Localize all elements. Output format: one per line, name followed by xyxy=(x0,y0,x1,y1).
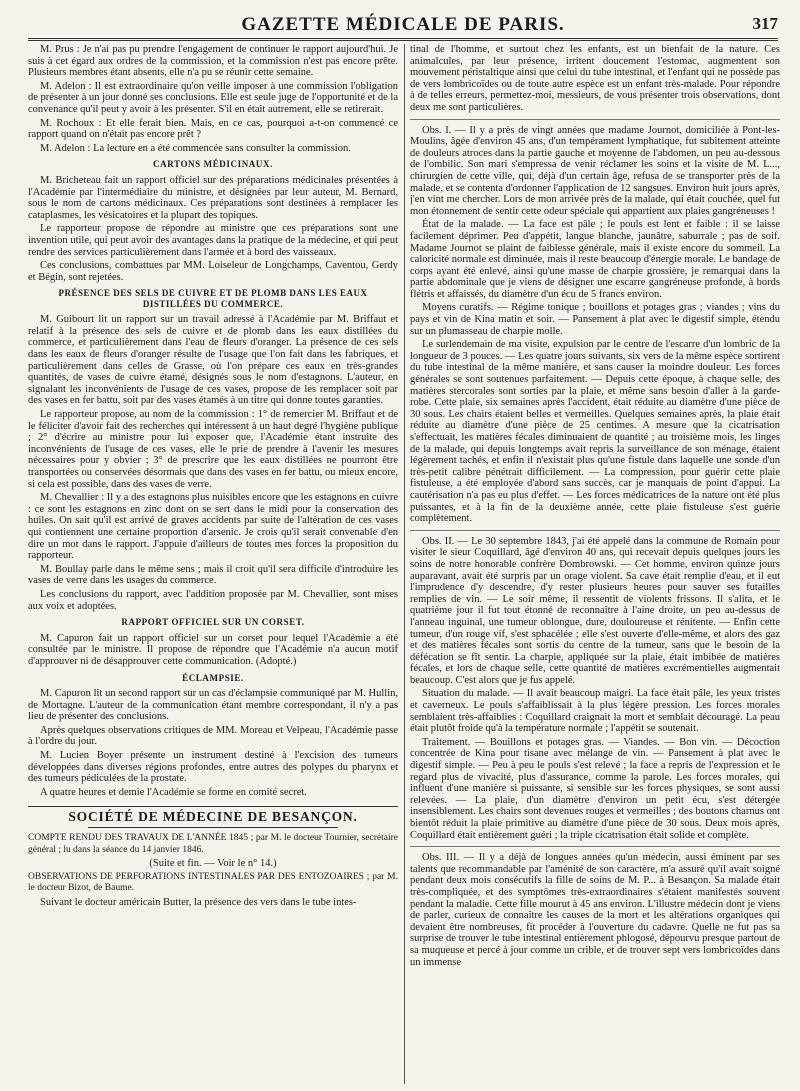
paragraph: Le surlendemain de ma visite, expulsion par le centre de l'escarre d'un lombric de la longueur de 3 pouces. — Les quatre jours suivants, six vers de la même espèce sortirent du tube intestinal de la même manière, et sans causer la moindre douleur. Les forces générales se sont soutenues parfaitement. — Depuis cette époque, à chaque selle, des matières stercorales sont sorties par la plaie, et même sans besoin d'aller à la garde-robe. Cette plaie, six semaines après l'accident, était réduite au diamètre d'une pièce de 30 sous. Les chairs étaient belles et vermeilles. Quelques semaines après, la plaie était réduite au diamètre d'une pièce de 25 centimes. A mesure que la cicatrisation s'effectuait, les matières fécales diminuaient de quantité ; au troisième mois, les linges de la malade, qui depuis longtemps avait repris la surveillance de son ménage, étaient légèrement tachés, et enfin il n'existait plus qu'une fistule dans laquelle une sonde d'un très-petit calibre pénétrait difficilement. — La compression, pour guérir cette plaie fistuleuse, a été employée d'abord sans succès, car je manquais de point d'appui. La cautérisation n'a pas eu plus d'effet. — Les forces médicatrices de la nature ont été plus puissantes, et à la fin de la deuxième année, cette plaie fistuleuse s'est guérie complètement. xyxy=(410,339,780,525)
paragraph: Moyens curatifs. — Régime tonique ; bouillons et potages gras ; viandes ; vins du pays et vin de Kina matin et soir. — Pansement à plat avec le digestif simple, étendu sur un plumasseau de charpie molle. xyxy=(410,302,780,337)
paragraph: M. Boullay parle dans le même sens ; mais il croit qu'il sera difficile d'introduire les vases de verre dans les usages du commerce. xyxy=(28,563,398,587)
paragraph: M. Prus : Je n'ai pas pu prendre l'engagement de continuer le rapport aujourd'hui. Je suis à cet égard aux ordres de la commission, et la commission n'est pas encore prête. Plusieurs membres étant absents, elle n'a pu se réunir cette semaine. xyxy=(28,44,398,79)
paragraph: Les conclusions du rapport, avec l'addition proposée par M. Chevallier, sont mises aux voix et adoptées. xyxy=(28,588,398,612)
section-rule xyxy=(410,119,780,120)
section-heading: RAPPORT OFFICIEL SUR UN CORSET. xyxy=(121,617,305,628)
paragraph: A quatre heures et demie l'Académie se forme en comité secret. xyxy=(40,786,307,798)
paragraph: Situation du malade. — Il avait beaucoup maigri. La face était pâle, les yeux tristes et caverneux. Le pouls s'affaiblissait à la plus légère pression. Les forces morales semblaient très-affaiblies : Coquillard craignait la mort et semblait découragé. La peau était plutôt froide qu'à la température normale ; l'appétit se soutenait. xyxy=(410,688,780,735)
header-rule xyxy=(28,40,778,41)
paragraph: M. Capuron fait un rapport officiel sur un corset pour lequel l'Académie a été consultée par le ministre. Il propose de répondre que l'Académie n'a aucun motif d'approuver ni de désapprouver cette communication. (Adopté.) xyxy=(28,632,398,667)
paragraph: M. Guibourt lit un rapport sur un travail adressé à l'Académie par M. Briffaut et relatif à la présence des sels de cuivre et de plomb dans les eaux distillées du commerce, et particulièrement dans l'eau de fleurs d'oranger. La présence de ces sels dans les eaux de fleurs d'oranger résulte de l'usage que l'on fait dans les fabriques, et particulièrement dans celles de Grasse, où l'on prépare ces eaux en très-grandes quantités, de vases de cuivre étamé, désignés sous le nom d'estagnons. L'auteur, en signalant les inconvénients de l'usage de ces vases, propose de les remplacer soit par des vases en fer battu, soit par des vases étamés à un titre qui donne toutes garanties. xyxy=(28,314,398,407)
page-number: 317 xyxy=(752,14,778,33)
paragraph: Le rapporteur propose, au nom de la commission : 1° de remercier M. Briffaut et de le féliciter d'avoir fait des recherches qui intéressent à un haut degré l'hygiène publique ; 2° d'écrire au ministre pour lui exposer que, l'Académie étant instruite des inconvénients de l'usage de ces vases, elle le prie de prendre à l'avenir les mesures nécessaires pour y obvier ; 3° de prescrire que les eaux distillées ne pourront être transportées ou conservées désormais que dans des vases en fer battu, ou mieux encore, si cela est possible, dans des vases de verre. xyxy=(28,409,398,490)
paragraph: M. Adelon : Il est extraordinaire qu'on veille imposer à une commission l'obligation de présenter à un jour donné ses conclusions. Elle est seule juge de l'opportunité et de la convenance qu'il peut y avoir à les présenter. S'il en était autrement, elle se retirerait. xyxy=(28,80,398,115)
report-title: OBSERVATIONS DE PERFORATIONS INTESTINALES PAR DES ENTOZOAIRES ; par M. le docteur Bizot, de Baume. xyxy=(28,871,398,894)
page-header xyxy=(28,14,778,39)
journal-title: GAZETTE MÉDICALE DE PARIS. xyxy=(241,14,565,35)
paragraph: Traitement. — Bouillons et potages gras. — Viandes. — Bon vin. — Décoction concentrée de Kina pour tisane avec mélange de vin. — Pansement à plat avec le digestif simple. — Peu à peu le pouls s'est relevé ; la face a repris de l'expression et le regard plus de vivacité, plus d'assurance, comme la parole. Les forces morales, qui influent d'une manière si puissante, si sensible sur les forces physiques, se sont aussi relevées. — La plaie, d'un diamètre d'environ un petit écu, s'est détergée insensiblement. Les chairs sont devenues rouges et vermeilles ; des boutons charnus ont bientôt réduit la plaie primitive au diamètre d'une pièce de 30 sous. Deux mois après, Coquillard était entièrement guéri ; la triple cicatrisation était solide et complète. xyxy=(410,736,780,841)
continuation-note: (Suite et fin. — Voir le n° 14.) xyxy=(149,858,277,870)
paragraph: Obs. I. — Il y a près de vingt années que madame Journot, domiciliée à Pont-les-Moulins, âgée d'environ 45 ans, d'un tempérament lymphatique, fut subitement atteinte de douleurs atroces dans la partie gauche et moyenne de l'abdomen, un peu au-dessous de l'ombilic. Son mari s'empressa de venir réclamer les soins et la visite de M. L..., chirurgien de cette ville, qui, déjà d'un certain âge, refusa de se transporter près de la malade, et se contenta d'ordonner l'application de 12 sangsues. Environ huit jours après, j'en vint me chercher. Lors de mon arrivée près de la malade, qui était couchée, quel fut mon étonnement de sentir cette odeur spéciale qui appartient aux plaies gangréneuses ! xyxy=(410,124,780,217)
section-heading: PRÉSENCE DES SELS DE CUIVRE ET DE PLOMB DANS LES EAUX DISTILLÉES DU COMMERCE. xyxy=(58,288,368,310)
paragraph: Suivant le docteur américain Butter, la présence des vers dans le tube intes- xyxy=(40,896,357,908)
paragraph: M. Adelon : La lecture en a été commencée sans consulter la commission. xyxy=(40,142,351,154)
paragraph: Le rapporteur propose de répondre au ministre que ces préparations sont une invention utile, qui peut avoir des avantages dans la pratique de la médecine, et qui peut rendre des services particulièrement dans l'armée et à bord des vaisseaux. xyxy=(28,223,398,258)
section-rule xyxy=(410,846,780,847)
paragraph: M. Bricheteau fait un rapport officiel sur des préparations médicinales présentées à l'Académie par l'intermédiaire du ministre, et désignées par leur auteur, M. Bernard, sous le nom de cartons médicinaux. Ces préparations sont destinées à remplacer les cataplasmes, les vésicatoires et la plupart des topiques. xyxy=(28,174,398,221)
right-column xyxy=(410,44,780,1084)
paragraph: Obs. II. — Le 30 septembre 1843, j'ai été appelé dans la commune de Romain pour visiter le sieur Coquillard, âgé d'environ 40 ans, qui recevait depuis quelques jours les soins de notre honorable confrère Dombrowski. — Cet homme, environ quinze jours auparavant, avait été surpris par un orage violent. Sa cave était remplie d'eau, et il eut l'imprudence d'y descendre, d'y rester plusieurs heures pour sauver ses futailles remplies de vin. — Le soir même, il ressentit de violents frissons. Il s'alita, et le quatrième jour il fut tout étonné de reconnaître à l'aine droite, un peu au-dessus de l'anneau inguinal, une tumeur oblongue, dure, douloureuse et rénitente. — Enfin cette tumeur, d'un rouge vif, s'est sphacélée ; elle s'est ouverte d'elle-même, et alors des gaz et des matières fécales sont sortis du centre de la tumeur, sans que le besoin de la défécation se fît sentir. La charpie, appliquée sur la plaie, était imbibée de matières fécales, et lors de chaque selle, cette quantité de matières excrémentielles augmentait beaucoup. C'est alors que je fus appelé. xyxy=(410,535,780,686)
paragraph: M. Rochoux : Et elle ferait bien. Mais, en ce cas, pourquoi a-t-on commencé ce rapport quand on n'était pas encore prêt ? xyxy=(28,117,398,141)
report-title: COMPTE RENDU DES TRAVAUX DE L'ANNÉE 1845 ; par M. le docteur Tournier, secrétaire général ; lu dans la séance du 14 janvier 1846. xyxy=(28,833,398,855)
paragraph: M. Capuron lit un second rapport sur un cas d'éclampsie communiqué par M. Hullin, de Mortagne. L'auteur de la communication étant membre correspondant, il n'y a pas lieu de présenter des conclusions. xyxy=(28,688,398,723)
section-heading: ÉCLAMPSIE. xyxy=(182,672,244,683)
section-heading: CARTONS MÉDICINAUX. xyxy=(153,159,273,170)
section-rule xyxy=(410,530,780,531)
paragraph: État de la malade. — La face est pâle ; le pouls est lent et faible : il se laisse facilement déprimer. Peu d'appétit, langue blanche, jaunâtre, saburrale ; pas de soif. Madame Journot se plaint de faiblesse générale, mais il existe encore du sommeil. La caloricité normale est diminuée, mais il reste beaucoup d'énergie morale. Le bandage de corps ayant été enlevé, ainsi qu'une masse de charpie grossière, je remarquai dans la partie abdominale que je viens de désigner une escarre gangréneuse profonde, à bords flétris et affaissés, du diamètre d'un écu de 5 francs environ. xyxy=(410,219,780,300)
society-heading: SOCIÉTÉ DE MÉDECINE DE BESANÇON. xyxy=(28,806,398,823)
paragraph: Après quelques observations critiques de MM. Moreau et Velpeau, l'Académie passe à l'ordre du jour. xyxy=(28,724,398,748)
paragraph: M. Lucien Boyer présente un instrument destiné à l'excision des tumeurs développées dans diverses régions profondes, entre autres des polypes du pharynx et des tumeurs pédiculées de la prostate. xyxy=(28,750,398,785)
column-divider xyxy=(404,44,405,1084)
society-rule xyxy=(88,827,338,828)
paragraph: Obs. III. — Il y a déjà de longues années qu'un médecin, aussi éminent par ses talents que recommandable par l'aménité de son caractère, m'a assuré qu'il avait soigné pendant deux mois consécutifs la fille de soins de M. P... à Besançon. Sa malade était très-compliquée, et des symptômes très-extraordinaires s'étaient manifestés souvent pendant la maladie. Cette fille mourut à 45 ans environ. L'illustre médecin dont je viens de parler, curieux de connaître les causes de la mort et les altérations organiques qui devaient être nombreuses, fit procéder à l'ouverture du cadavre. Quelle ne fut pas sa surprise de trouver le tube intestinal entièrement phlogosé, dépourvu presque partout de sa muqueuse et percé à jour comme un crible, et de trouver sept vers lombricoïdes dans un immense xyxy=(410,852,780,968)
paragraph: tinal de l'homme, et surtout chez les enfants, est un bienfait de la nature. Ces animalcules, par leur présence, irritent doucement l'estomac, augmentent son mouvement péristaltique ainsi que celui du tube intestinal, et l'enfant qui ne possède pas de vers lombricoïdes ou de toute autre espèce est un enfant très-malade. Pour répondre à de telles erreurs, permettez-moi, messieurs, de vous présenter trois observations, dont deux me sont particulières. xyxy=(410,44,780,113)
paragraph: M. Chevallier : Il y a des estagnons plus nuisibles encore que les estagnons en cuivre : ce sont les estagnons en zinc dont on se sert dans le midi pour la conservation des huiles. On sait qu'il est arrivé de graves accidents par suite de l'altération de ces vases qui contiennent une certaine proportion d'arsenic. Je crois qu'il serait convenable d'en dire un mot dans le rapport. J'appuie d'ailleurs de toutes mes forces la proposition du rapporteur. xyxy=(28,492,398,562)
left-column xyxy=(28,44,398,1084)
paragraph: Ces conclusions, combattues par MM. Loiseleur de Longchamps, Caventou, Gerdy et Bégin, sont rejetées. xyxy=(28,260,398,283)
